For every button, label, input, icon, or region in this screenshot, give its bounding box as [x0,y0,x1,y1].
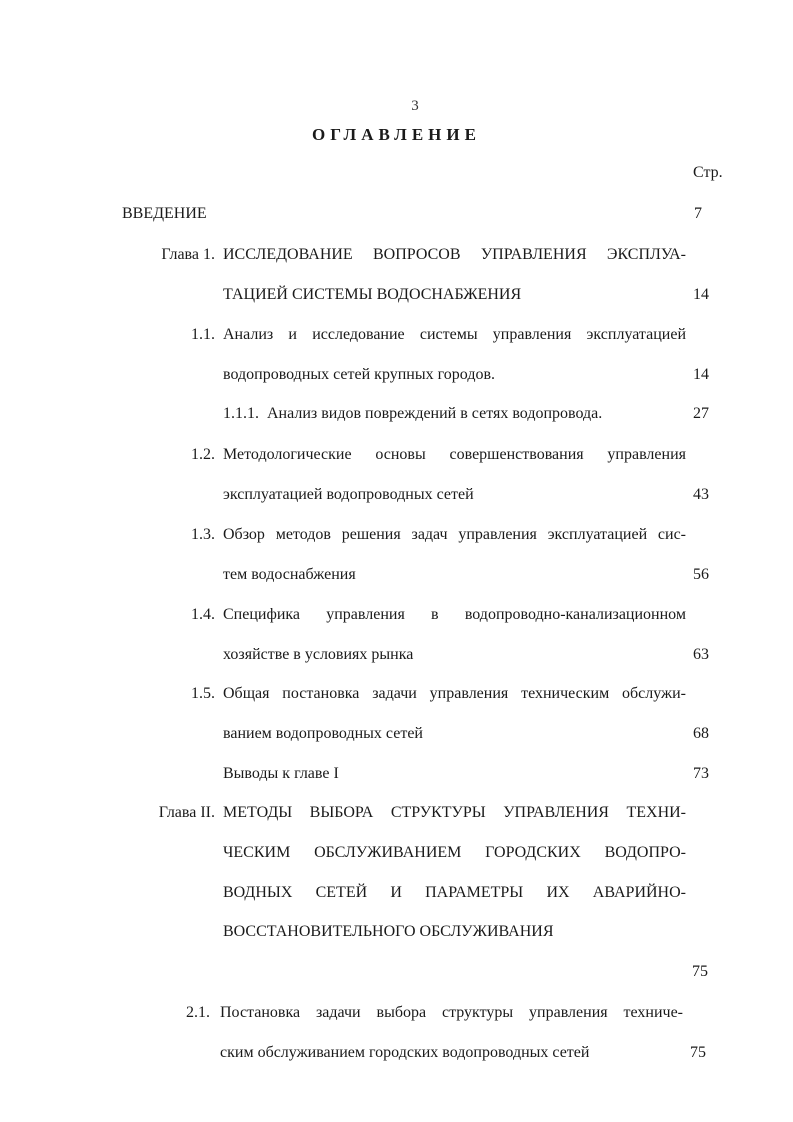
toc-section-1-3-title-line1: Обзор методов решения задач управления эксплуатацией сис- [223,526,686,543]
toc-section-1-2-page: 43 [693,486,709,503]
toc-entry-intro-page: 7 [694,205,702,222]
toc-chapter-1-title-line1: ИССЛЕДОВАНИЕ ВОПРОСОВ УПРАВЛЕНИЯ ЭКСПЛУА- [223,246,686,263]
page-title: ОГЛАВЛЕНИЕ [312,125,481,144]
toc-section-1-2-title-line1: Методологические основы совершенствования управления [223,446,686,463]
toc-section-1-3-label: 1.3. [191,526,215,543]
toc-section-2-1-title-line1: Постановка задачи выбора структуры управления техниче- [220,1004,683,1021]
toc-conclusions-1-page: 73 [693,765,709,782]
toc-section-1-3-page: 56 [693,566,709,583]
toc-conclusions-1-title: Выводы к главе I [223,765,339,782]
toc-section-1-4-label: 1.4. [191,606,215,623]
toc-section-1-3-title-line2: тем водоснабжения [223,566,356,583]
toc-subsection-1-1-1-title: Анализ видов повреждений в сетях водопровода. [267,405,603,422]
toc-chapter-2-title-line2: ЧЕСКИМ ОБСЛУЖИВАНИЕМ ГОРОДСКИХ ВОДОПРО- [223,844,686,861]
toc-chapter-2-title-line1: МЕТОДЫ ВЫБОРА СТРУКТУРЫ УПРАВЛЕНИЯ ТЕХНИ- [223,804,686,821]
page-number: 3 [411,98,419,114]
toc-section-1-4-title-line2: хозяйстве в условиях рынка [223,646,414,663]
toc-subsection-1-1-1-label: 1.1.1. [223,405,259,422]
toc-section-2-1-label: 2.1. [186,1004,210,1021]
toc-section-1-2-title-line2: эксплуатацией водопроводных сетей [223,486,474,503]
toc-section-1-1-title-line2: водопроводных сетей крупных городов. [223,366,496,383]
toc-section-1-1-page: 14 [693,366,709,383]
toc-subsection-1-1-1-page: 27 [693,405,709,422]
toc-section-1-2-label: 1.2. [191,446,215,463]
toc-chapter-2-title-line4: ВОССТАНОВИТЕЛЬНОГО ОБСЛУЖИВАНИЯ [223,923,554,940]
toc-section-1-4-page: 63 [693,646,709,663]
toc-section-1-1-title-line1: Анализ и исследование системы управления эксплуатацией [223,326,686,343]
toc-chapter-2-title-line3: ВОДНЫХ СЕТЕЙ И ПАРАМЕТРЫ ИХ АВАРИЙНО- [223,884,686,901]
toc-entry-intro-label: ВВЕДЕНИЕ [122,205,207,222]
toc-section-1-1-label: 1.1. [191,326,215,343]
toc-chapter-2-page: 75 [692,963,708,980]
toc-chapter-1-label: Глава 1. [161,246,215,263]
toc-section-1-5-page: 68 [693,725,709,742]
toc-section-1-4-title-line1: Специфика управления в водопроводно-канализационном [223,606,686,623]
toc-chapter-2-label: Глава II. [158,804,215,821]
toc-section-2-1-title-line2: ским обслуживанием городских водопроводных сетей [220,1044,590,1061]
toc-section-1-5-label: 1.5. [191,685,215,702]
page-column-header: Стр. [693,164,723,181]
toc-section-1-5-title-line1: Общая постановка задачи управления техническим обслужи- [223,685,686,702]
toc-section-2-1-page: 75 [690,1044,706,1061]
toc-chapter-1-title-line2: ТАЦИЕЙ СИСТЕМЫ ВОДОСНАБЖЕНИЯ [223,286,522,303]
toc-chapter-1-page: 14 [693,286,709,303]
toc-section-1-5-title-line2: ванием водопроводных сетей [223,725,423,742]
